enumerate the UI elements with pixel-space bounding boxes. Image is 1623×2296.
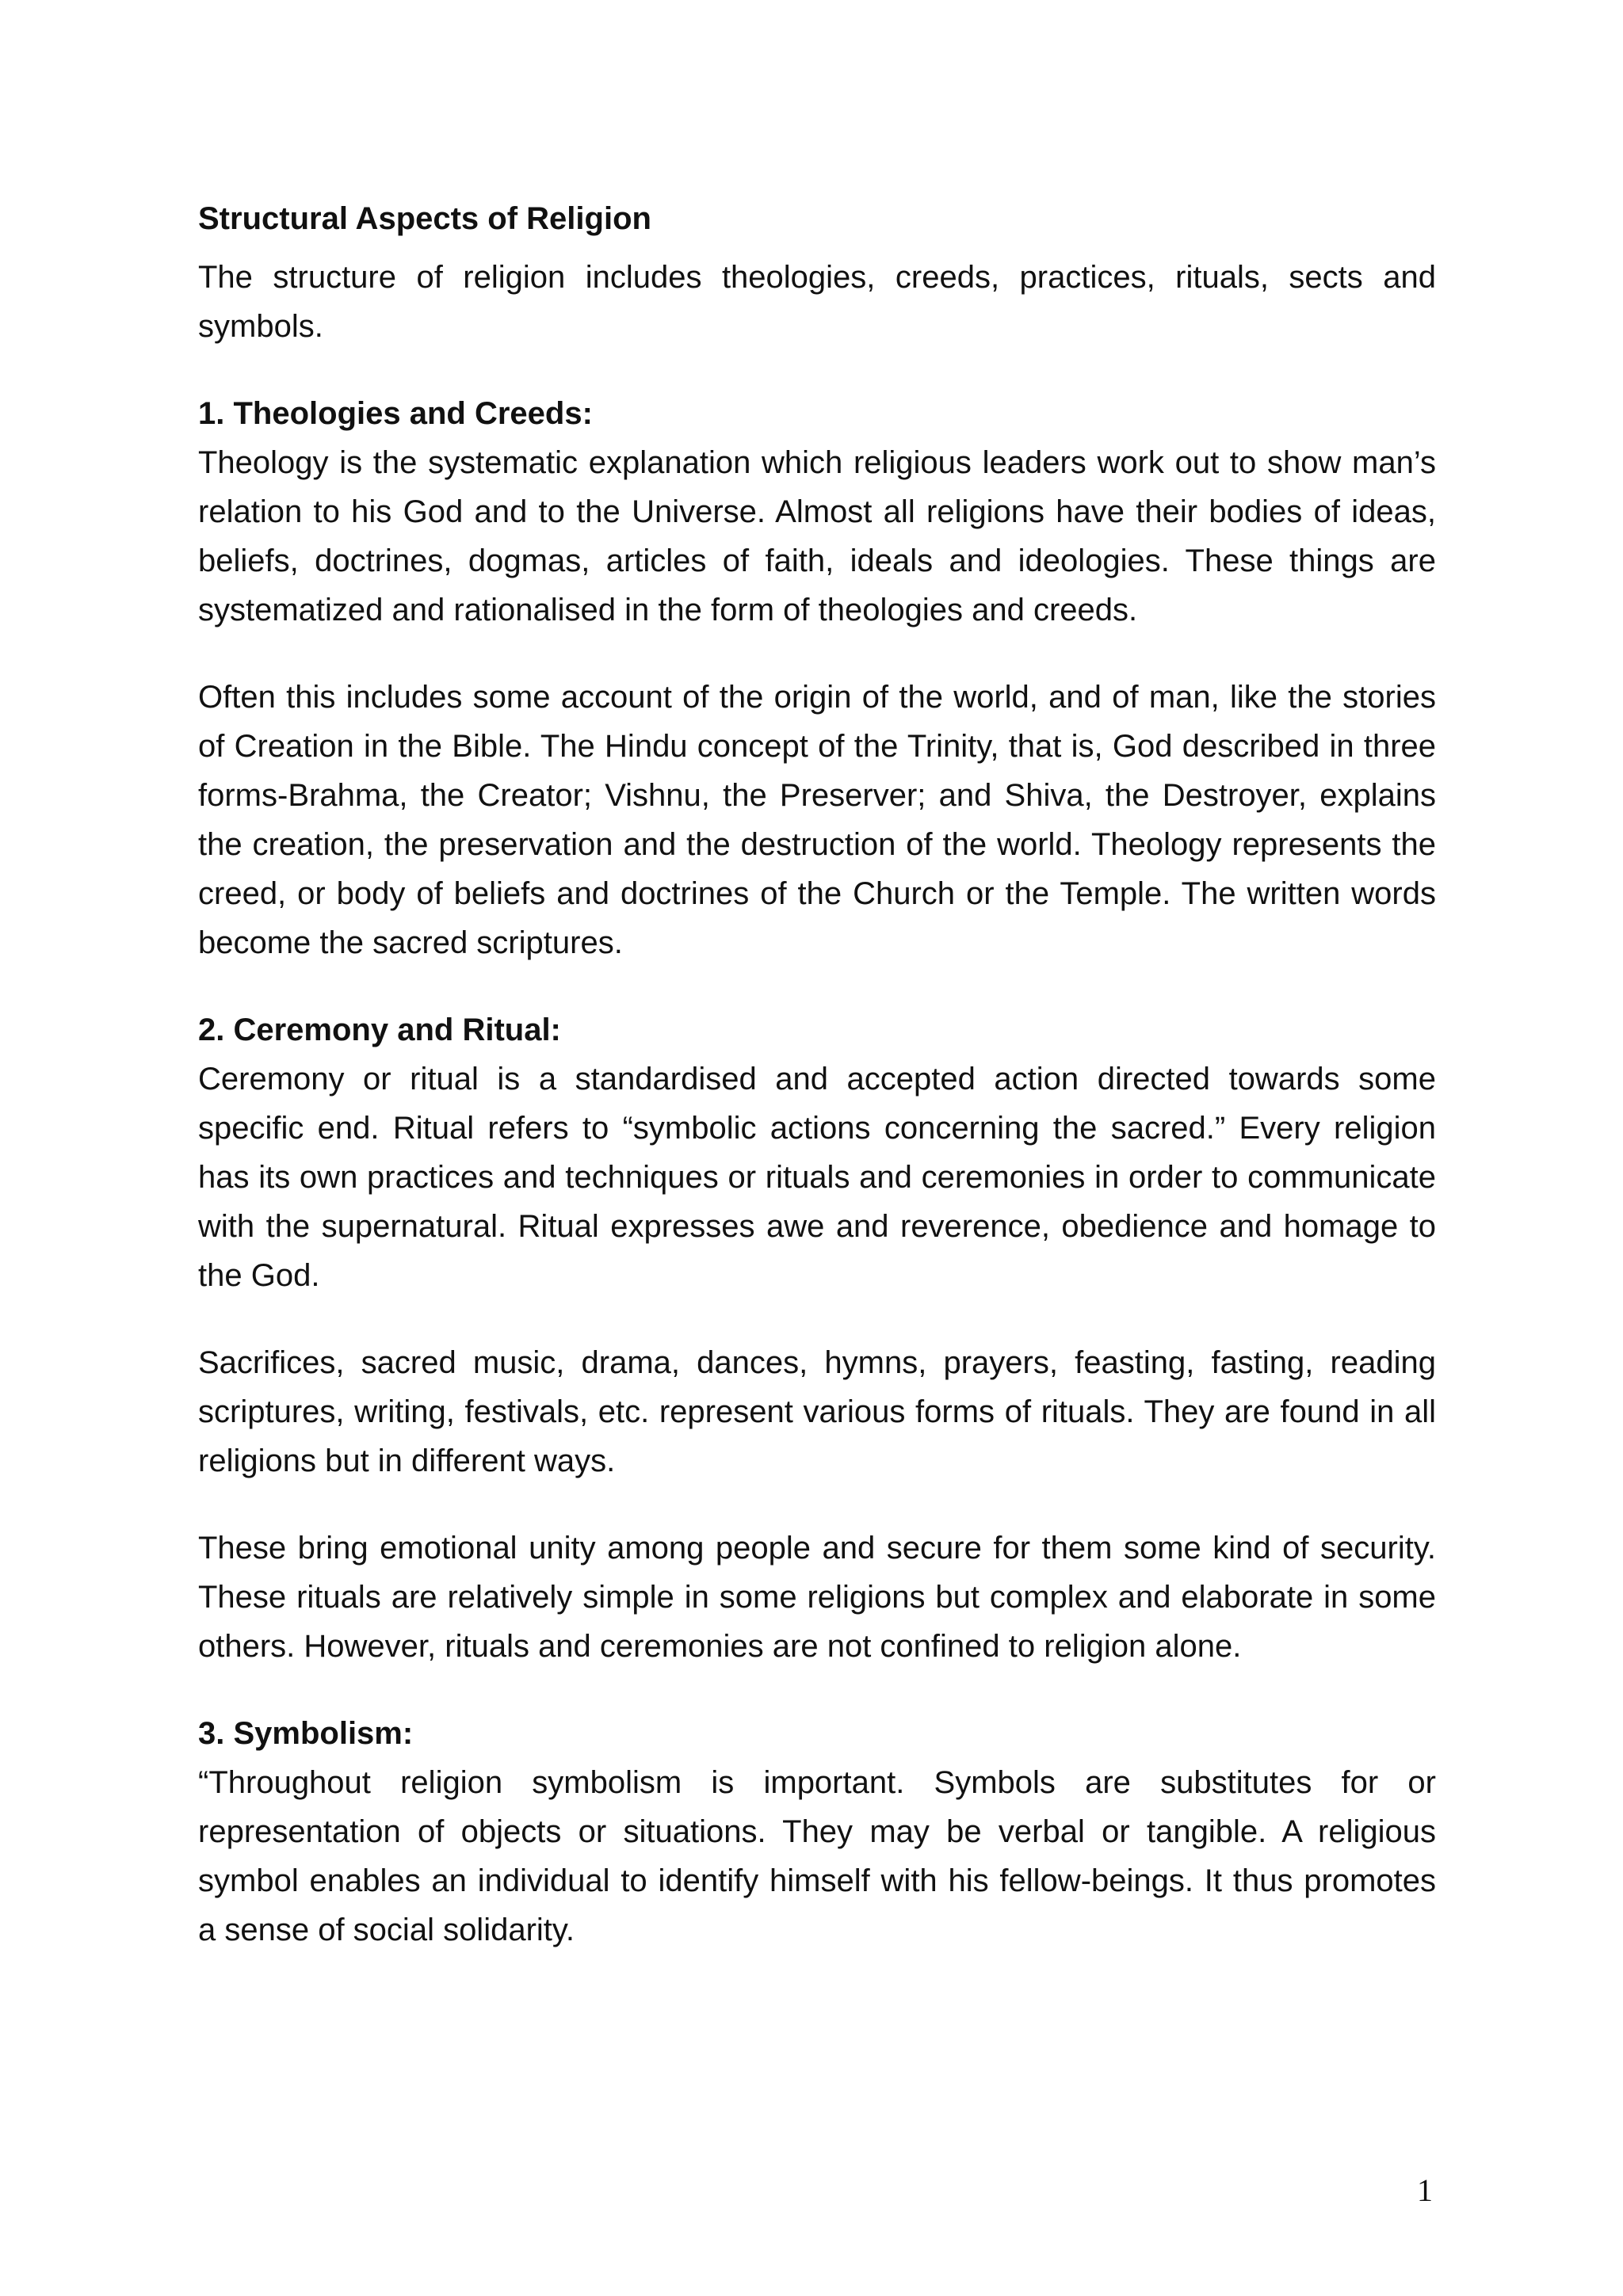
section-paragraph: “Throughout religion symbolism is important. Symbols are substitutes for or representation of objects or situations. They may be verbal or tangible. A religious symbol enables an individual to identify himself with his fellow-beings. It thus promotes a sense of social solidarity. [198, 1765, 1436, 1947]
section-paragraph: Ceremony or ritual is a standardised and accepted action directed towards some specific end. Ritual refers to “symbolic actions concerning the sacred.” Every religion has its own practices and techniques or rituals and ceremonies in order to communicate with the supernatural. Ritual expresses awe and reverence, obedience and homage to the God. [198, 1062, 1436, 1293]
section-paragraph: Sacrifices, sacred music, drama, dances, hymns, prayers, feasting, fasting, reading scriptures, writing, festivals, etc. represent various forms of rituals. They are found in all religions but in different ways. [198, 1345, 1436, 1478]
intro-paragraph: The structure of religion includes theologies, creeds, practices, rituals, sects and symbols. [198, 260, 1436, 344]
section-heading-ceremony: 2. Ceremony and Ritual: [198, 1013, 561, 1047]
section-heading-theologies: 1. Theologies and Creeds: [198, 396, 593, 431]
document-body [198, 194, 1436, 1993]
document-title: Structural Aspects of Religion [198, 201, 651, 236]
section-heading-symbolism: 3. Symbolism: [198, 1716, 414, 1751]
page-number: 1 [1417, 2172, 1433, 2208]
section-paragraph: These bring emotional unity among people and secure for them some kind of security. These rituals are relatively simple in some religions but complex and elaborate in some others. However, rituals and ceremonies are not confined to religion alone. [198, 1531, 1436, 1664]
section-paragraph: Often this includes some account of the origin of the world, and of man, like the stories of Creation in the Bible. The Hindu concept of the Trinity, that is, God described in three forms-Brahma, the Creator; Vishnu, the Preserver; and Shiva, the Destroyer, explains the creation, the preservation and the destruction of the world. Theology represents the creed, or body of beliefs and doctrines of the Church or the Temple. The written words become the sacred scriptures. [198, 680, 1436, 960]
section-paragraph: Theology is the systematic explanation which religious leaders work out to show man’s relation to his God and to the Universe. Almost all religions have their bodies of ideas, beliefs, doctrines, dogmas, articles of faith, ideals and ideologies. These things are systematized and rationalised in the form of theologies and creeds. [198, 445, 1436, 627]
